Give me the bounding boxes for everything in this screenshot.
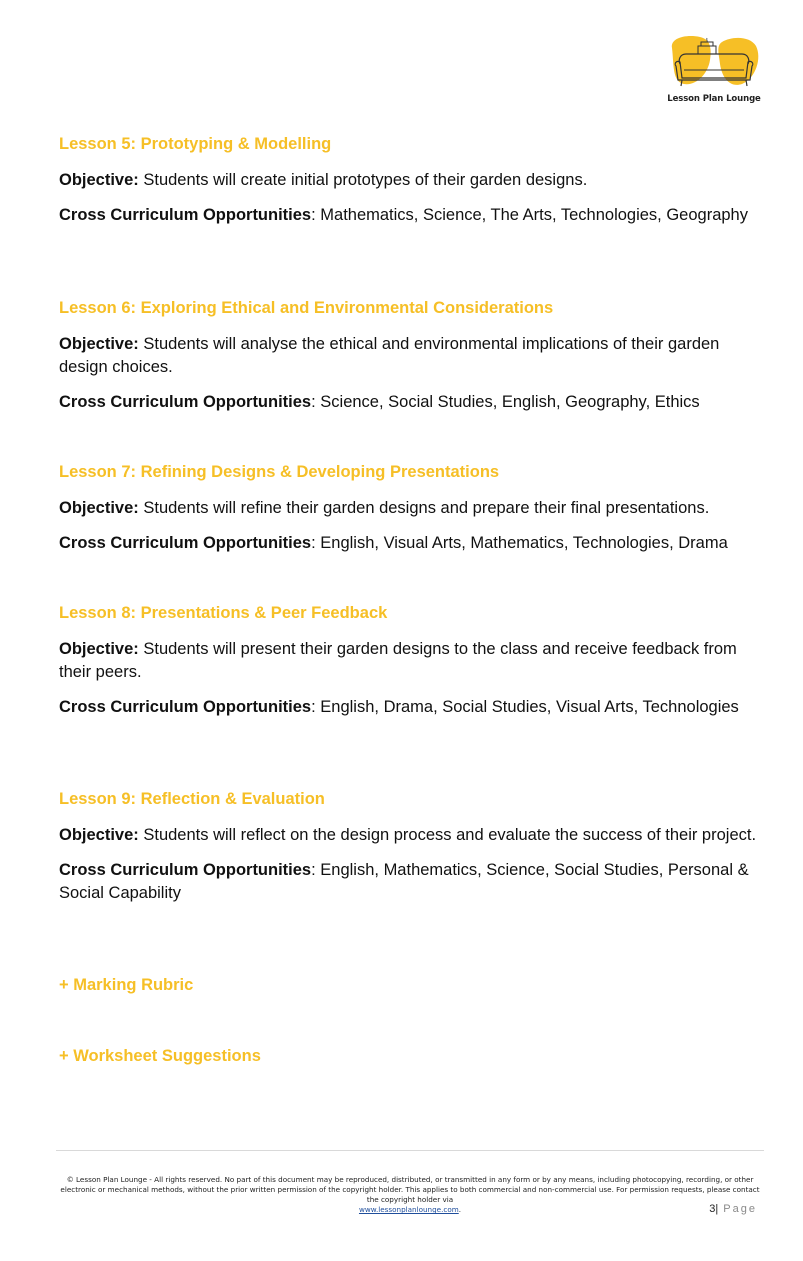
cross-curriculum-label: Cross Curriculum Opportunities [59,206,312,224]
objective [59,169,764,192]
cross-curriculum [59,391,764,414]
lesson-title: Lesson 8: Presentations & Peer Feedback [59,604,388,622]
cross-curriculum-label: Cross Curriculum Opportunities [59,534,312,552]
footer-divider [56,1150,764,1151]
lesson-title: Lesson 9: Reflection & Evaluation [59,790,325,808]
page-number-value: 3 [709,1203,716,1215]
objective-text: Students will refine their garden designs and prepare their final presentations. [138,499,710,517]
logo [666,34,762,108]
objective-text: Students will create initial prototypes of their garden designs. [138,171,588,189]
cross-curriculum [59,532,764,555]
objective-label: Objective: [59,335,139,353]
lesson-title: Lesson 5: Prototyping & Modelling [59,135,332,153]
cross-curriculum [59,859,764,905]
sofa-logo-icon [666,34,762,94]
lesson-title: Lesson 7: Refining Designs & Developing Presentations [59,463,500,481]
cross-curriculum-label: Cross Curriculum Opportunities [59,698,312,716]
objective-label: Objective: [59,826,139,844]
logo-text: Lesson Plan Lounge [667,94,761,104]
cross-curriculum-text: : English, Mathematics, Science, Social Studies, Personal & Social Capability [59,861,749,902]
cross-curriculum [59,696,764,719]
objective [59,638,764,684]
objective-label: Objective: [59,171,139,189]
lesson-section [59,603,764,719]
cross-curriculum-text: : English, Drama, Social Studies, Visual Arts, Technologies [311,698,739,716]
lesson-section [59,789,764,905]
marking-rubric-link[interactable]: + Marking Rubric [59,976,194,994]
copyright-text: © Lesson Plan Lounge - All rights reserved. No part of this document may be reproduced, distributed, or transmitted in any form or by any means, including photocopying, recording, or other electronic or mechanical methods, without the prior written permission of the copyright holder. This applies to both commercial and non-commercial use. For permission requests, please contact the copyright holder via [60,1175,760,1204]
website-link[interactable]: www.lessonplanlounge.com [358,1205,459,1214]
cross-curriculum-text: : English, Visual Arts, Mathematics, Technologies, Drama [311,534,728,552]
page-label: Page [723,1203,757,1215]
cross-curriculum-text: : Mathematics, Science, The Arts, Technologies, Geography [311,206,748,224]
cross-curriculum-text: : Science, Social Studies, English, Geography, Ethics [311,393,700,411]
objective-label: Objective: [59,640,139,658]
objective-text: Students will present their garden designs to the class and receive feedback from their peers. [59,640,737,681]
lesson-section [59,298,764,414]
cross-curriculum-label: Cross Curriculum Opportunities [59,861,312,879]
footer-copyright: © Lesson Plan Lounge - All rights reserved. No part of this document may be reproduced, distributed, or transmitted in any form or by any means, including photocopying, recording, or other electronic or mechanical methods, without the prior written permission of the copyright holder. This applies to both commercial and non-commercial use. For permission requests, please contact the copyright holder via www.lessonplanlounge.com. [60,1175,760,1214]
cross-curriculum-label: Cross Curriculum Opportunities [59,393,312,411]
objective-text: Students will analyse the ethical and environmental implications of their garden design choices. [59,335,720,376]
objective-text: Students will reflect on the design process and evaluate the success of their project. [138,826,757,844]
page-number: 3| Page [709,1203,757,1215]
lesson-section [59,134,764,227]
cross-curriculum [59,204,764,227]
lesson-title: Lesson 6: Exploring Ethical and Environmental Considerations [59,299,554,317]
objective [59,824,764,847]
objective [59,497,764,520]
worksheet-suggestions-link[interactable]: + Worksheet Suggestions [59,1047,261,1065]
lesson-section [59,462,764,555]
objective-label: Objective: [59,499,139,517]
objective [59,333,764,379]
